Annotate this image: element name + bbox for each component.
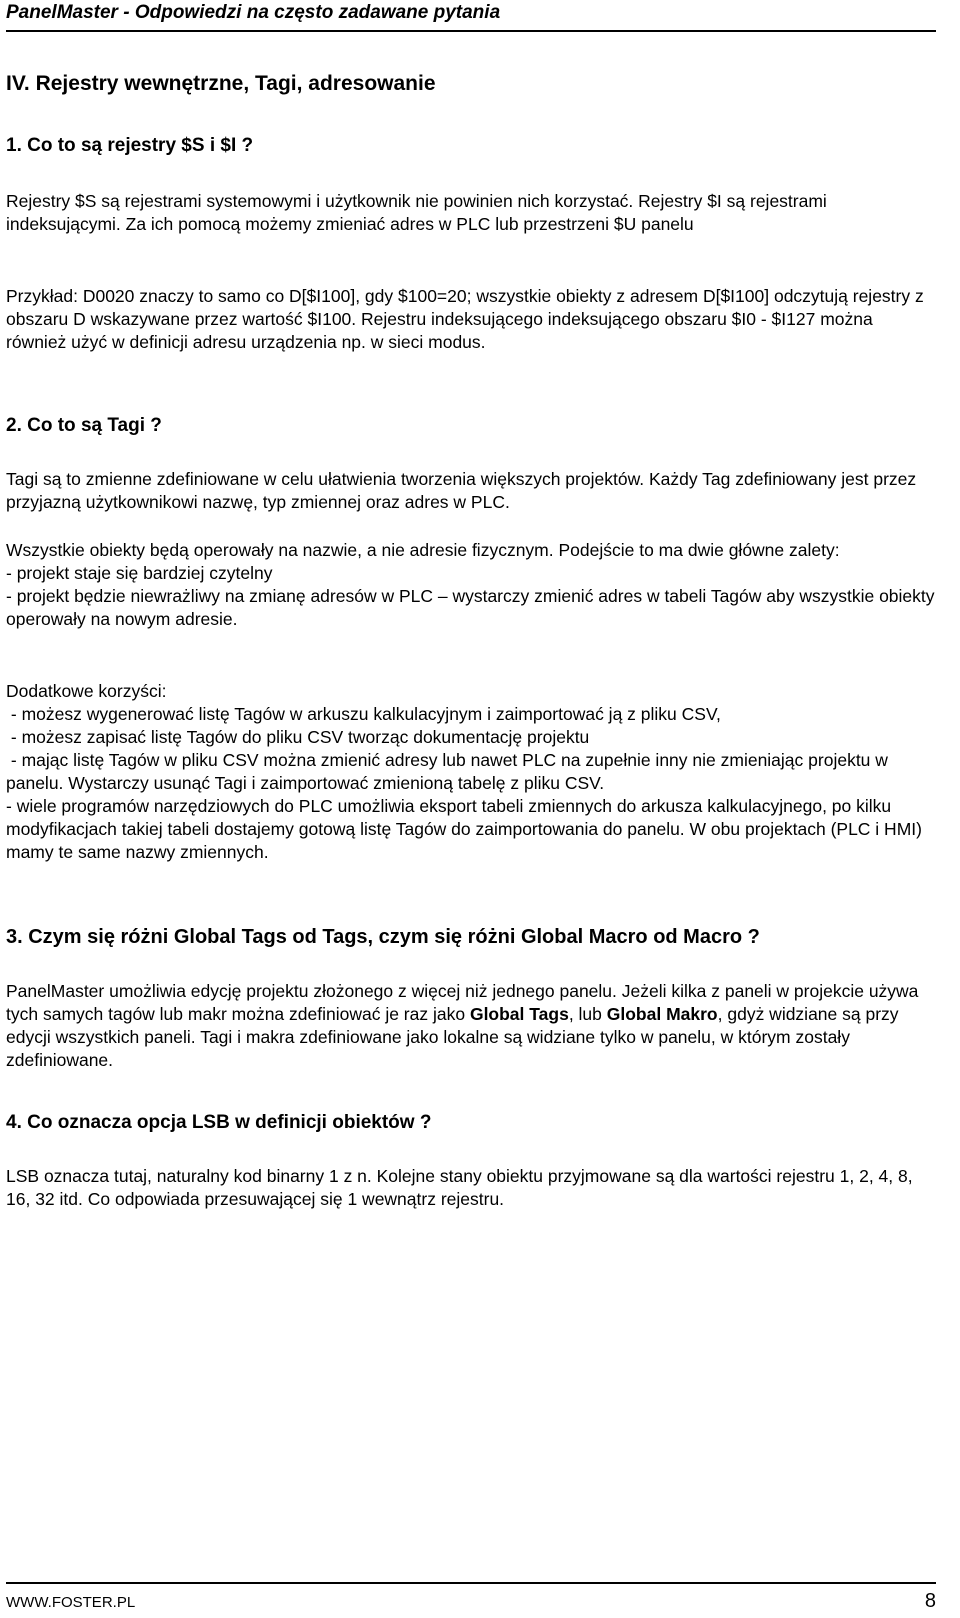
q4-paragraph-1: LSB oznacza tutaj, naturalny kod binarny 1 z n. Kolejne stany obiektu przyjmowane są dla wartości rejestru 1, 2, 4, 8, 16, 32 itd. Co odpowiada przesuwającej się 1 wewnątrz rejestru. (6, 1166, 913, 1209)
q2-p2-bullet-1: - projekt staje się bardziej czytelny (6, 563, 273, 583)
q3-p1-text-1: PanelMaster umożliwia edycję projektu złożonego z więcej niż jednego panelu. Jeżeli kilka z paneli w projekcie używa tych samych tagów lub makr można zdefiniować je raz jako (6, 981, 919, 1024)
q4-heading: 4. Co oznacza opcja LSB w definicji obiektów ? (6, 1112, 432, 1133)
page-header (6, 0, 936, 32)
page-footer (6, 1582, 936, 1618)
q3-heading: 3. Czym się różni Global Tags od Tags, czym się różni Global Macro od Macro ? (6, 926, 760, 948)
section-title: IV. Rejestry wewnętrzne, Tagi, adresowanie (6, 72, 436, 95)
q3-p1-bold-global-tags: Global Tags (469, 1004, 569, 1024)
q2-p3-bullet-4: - wiele programów narzędziowych do PLC umożliwia eksport tabeli zmiennych do arkusza kalkulacyjnego, po kilku modyfikacjach takiej tabeli dostajemy gotową listę Tagów do zaimportowania do panelu. W obu projektach (PLC i HMI) mamy te same nazwy zmiennych. (6, 796, 922, 862)
q1-heading: 1. Co to są rejestry $S i $I ? (6, 135, 254, 156)
q3-p1-text-2: , lub (568, 1004, 607, 1024)
q3-paragraph-1 (6, 980, 936, 1072)
q2-p2-bullet-2: - projekt będzie niewrażliwy na zmianę adresów w PLC – wystarczy zmienić adres w tabeli Tagów aby wszystkie obiekty operowały na nowym adresie. (6, 586, 935, 629)
q1-paragraph-2: Przykład: D0020 znaczy to samo co D[$I100], gdy $100=20; wszystkie obiekty z adresem D[$I100] odczytują rejestry z obszaru D wskazywane przez wartość $I100. Rejestru indeksującego indeksującego obszaru $I0 - $I127 można również użyć w definicji adresu urządzenia np. w sieci modus. (6, 286, 924, 352)
q2-paragraph-2 (6, 539, 936, 631)
header-title: PanelMaster - Odpowiedzi na często zadawane pytania (6, 2, 501, 23)
page-number: 8 (924, 1590, 936, 1612)
q3-p1-bold-global-makro: Global Makro (606, 1004, 718, 1024)
footer-site: WWW.FOSTER.PL (6, 1594, 136, 1611)
q2-paragraph-3 (6, 680, 936, 864)
q2-p3-bullet-1: - możesz wygenerować listę Tagów w arkuszu kalkulacyjnym i zaimportować ją z pliku CSV, (6, 704, 721, 724)
q2-p3-bullet-3: - mając listę Tagów w pliku CSV można zmienić adresy lub nawet PLC na zupełnie inny nie zmieniając projektu w panelu. Wystarczy usunąć Tagi i zaimportować zmienioną tabelę z pliku CSV. (6, 750, 893, 793)
q2-p3-bullet-2: - możesz zapisać listę Tagów do pliku CSV tworząc dokumentację projektu (6, 727, 590, 747)
q3-p1-text-3: , gdyż widziane są przy edycji wszystkich paneli. Tagi i makra zdefiniowane jako lokalne są widziane tylko w panelu, w którym zostały zdefiniowane. (6, 1004, 899, 1070)
q1-paragraph-1: Rejestry $S są rejestrami systemowymi i użytkownik nie powinien nich korzystać. Rejestry $I są rejestrami indeksującymi. Za ich pomocą możemy zmieniać adres w PLC lub przestrzeni $U panelu (6, 191, 827, 234)
q2-paragraph-1: Tagi są to zmienne zdefiniowane w celu ułatwienia tworzenia większych projektów. Każdy Tag zdefiniowany jest przez przyjazną użytkownikowi nazwę, typ zmiennej oraz adres w PLC. (6, 469, 917, 512)
q2-heading: 2. Co to są Tagi ? (6, 415, 162, 436)
q2-p2-intro: Wszystkie obiekty będą operowały na nazwie, a nie adresie fizycznym. Podejście to ma dwie główne zalety: (6, 540, 840, 560)
q2-p3-intro: Dodatkowe korzyści: (6, 681, 167, 701)
